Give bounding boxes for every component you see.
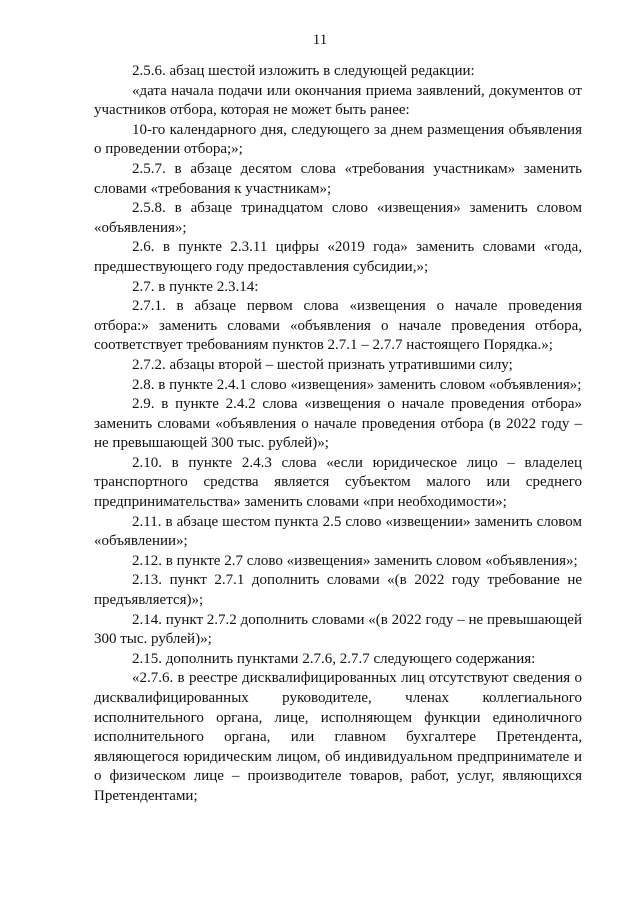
paragraph-2-9: 2.9. в пункте 2.4.2 слова «извещения о начале проведения отбора» заменить словами «объявления о начале проведения отбора (в 2022 году – не превышающей 300 тыс. рублей)»; [94, 396, 582, 452]
paragraph-2-5-8: 2.5.8. в абзаце тринадцатом слово «извещения» заменить словом «объявления»; [94, 200, 582, 236]
paragraph-2-14: 2.14. пункт 2.7.2 дополнить словами «(в 2022 году – не превышающей 300 тыс. рублей)»; [94, 611, 582, 648]
paragraph-2-7-1: 2.7.1. в абзаце первом слова «извещения о начале проведения отбора:» заменить словами «объявления о начале проведения отбора, соответствует требованиям пунктов 2.7.1 – 2.7.7 настоящего Порядка.»; [94, 298, 582, 354]
paragraph-2-13: 2.13. пункт 2.7.1 дополнить словами «(в 2022 году требование не предъявляется)»; [94, 572, 582, 609]
paragraph-2-7: 2.7. в пункте 2.3.14: [132, 278, 259, 295]
page-number: 11 [312, 32, 328, 48]
paragraph-2-11: 2.11. в абзаце шестом пункта 2.5 слово «извещении» заменить словом «объявлении»; [94, 513, 582, 550]
paragraph-quote-start: «дата начала подачи или окончания приема заявлений, документов от участников отбора, которая не может быть ранее: [94, 82, 582, 119]
paragraph-2-7-2: 2.7.2. абзацы второй – шестой признать утратившими силу; [132, 356, 513, 373]
paragraph-2-5-7: 2.5.7. в абзаце десятом слова «требования участникам» заменить словами «требования к участникам»; [94, 160, 582, 197]
paragraph-2-7-6: «2.7.6. в реестре дисквалифицированных лиц отсутствуют сведения о дисквалифицированных руководителе, членах коллегиального исполнительного органа, лице, исполняющем функции единоличного исполнительного органа, или главном бухгалтере Претендента, являющегося юридическим лицом, об индивидуальном предпринимателе и о физическом лице – производителе товаров, работ, услуг, являющихся Претендентами; [94, 670, 582, 804]
paragraph-2-6: 2.6. в пункте 2.3.11 цифры «2019 года» заменить словами «года, предшествующего году предоставления субсидии,»; [94, 239, 582, 275]
paragraph-10th-day: 10-го календарного дня, следующего за днем размещения объявления о проведении отбора;»; [94, 121, 582, 158]
paragraph-2-10: 2.10. в пункте 2.4.3 слова «если юридическое лицо – владелец транспортного средства является субъектом малого или среднего предпринимательства» заменить словами «при необходимости»; [94, 454, 582, 511]
paragraph-2-5-6: 2.5.6. абзац шестой изложить в следующей редакции: [132, 63, 475, 79]
paragraph-2-15: 2.15. дополнить пунктами 2.7.6, 2.7.7 следующего содержания: [132, 650, 536, 667]
paragraph-2-12: 2.12. в пункте 2.7 слово «извещения» заменить словом «объявления»; [132, 552, 578, 569]
document-body [94, 62, 582, 807]
paragraph-2-8: 2.8. в пункте 2.4.1 слово «извещения» заменить словом «объявления»; [132, 376, 582, 393]
